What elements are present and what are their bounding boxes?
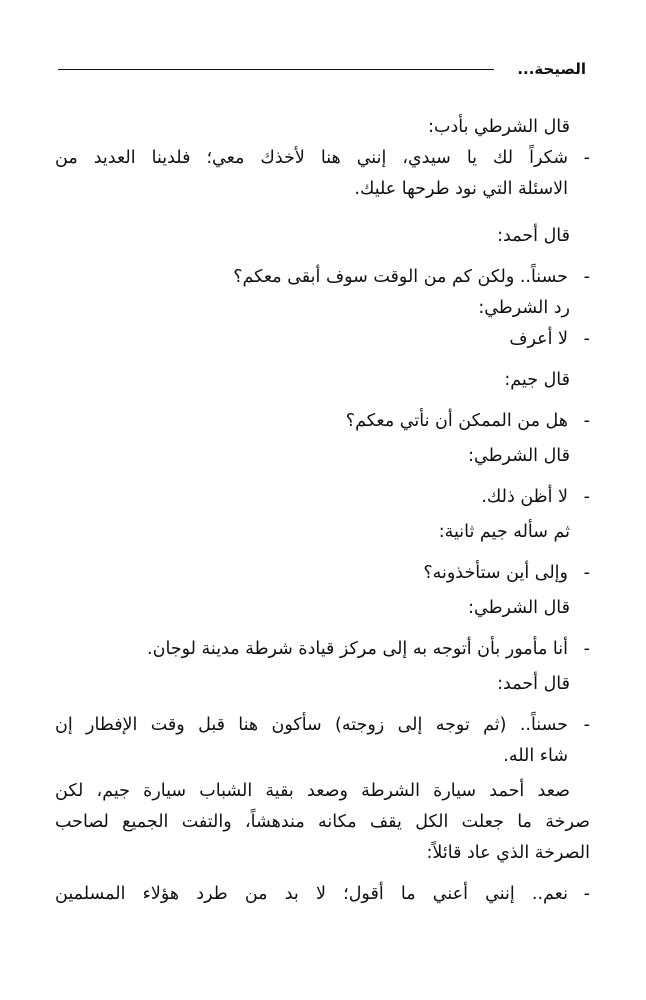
dialogue-dash: - — [583, 563, 590, 583]
dialogue-line — [55, 710, 590, 741]
dialogue-dash: - — [583, 148, 590, 168]
dialogue-text: هل من الممكن أن نأتي معكم؟ — [345, 411, 568, 431]
page-body — [55, 112, 590, 910]
dialogue-line — [55, 262, 590, 293]
narration-line: قال الشرطي بأدب: — [428, 117, 570, 137]
dialogue-text: حسناً.. (ثم توجه إلى زوجته) سأكون هنا قبل وقت الإفطار إن — [55, 715, 568, 735]
dialogue-text: أنا مأمور بأن أتوجه به إلى مركز قيادة شرطة مدينة لوجان. — [147, 639, 568, 659]
dialogue-line — [55, 558, 590, 589]
dialogue-dash: - — [583, 884, 590, 904]
paragraph-line: صرخة ما جعلت الكل يقف مكانه مندهشاً، والتفت الجميع لصاحب — [55, 812, 590, 832]
dialogue-dash: - — [583, 639, 590, 659]
narration-line: قال الشرطي: — [468, 598, 570, 618]
dialogue-line — [55, 324, 590, 355]
dialogue-text: حسناً.. ولكن كم من الوقت سوف أبقى معكم؟ — [233, 267, 568, 287]
dialogue-continuation: شاء الله. — [503, 746, 568, 766]
header-rule — [58, 69, 494, 70]
dialogue-text: شكراً لك يا سيدي، إنني هنا لأخذك معي؛ فلدينا العديد من — [55, 148, 568, 168]
dialogue-dash: - — [583, 411, 590, 431]
dialogue-line — [55, 482, 590, 513]
paragraph-line: الصرخة الذي عاد قائلاً: — [426, 843, 590, 863]
dialogue-text: لا أظن ذلك. — [481, 487, 568, 507]
running-title: الصيحة... — [517, 60, 586, 78]
narration-paragraph — [55, 776, 590, 869]
dialogue-line — [55, 634, 590, 665]
dialogue-line — [55, 879, 590, 910]
dialogue-dash: - — [583, 487, 590, 507]
dialogue-dash: - — [583, 715, 590, 735]
dialogue-text: نعم.. إنني أعني ما أقول؛ لا بد من طرد هؤلاء المسلمين — [55, 884, 568, 904]
paragraph-line: صعد أحمد سيارة الشرطة وصعد بقية الشباب سيارة جيم، لكن — [55, 781, 570, 801]
narration-line: قال أحمد: — [497, 674, 570, 694]
narration-line: ثم سأله جيم ثانية: — [438, 522, 570, 542]
dialogue-continuation: الاسئلة التي نود طرحها عليك. — [354, 179, 568, 199]
dialogue-text: وإلى أين ستأخذونه؟ — [423, 563, 568, 583]
narration-line: قال جيم: — [504, 370, 570, 390]
narration-line: قال أحمد: — [497, 226, 570, 246]
narration-line: قال الشرطي: — [468, 446, 570, 466]
dialogue-dash: - — [583, 267, 590, 287]
dialogue-line — [55, 406, 590, 437]
page-header — [58, 58, 586, 80]
dialogue-line — [55, 143, 590, 174]
narration-line: رد الشرطي: — [478, 298, 570, 318]
dialogue-dash: - — [583, 329, 590, 349]
dialogue-text: لا أعرف — [509, 329, 568, 349]
